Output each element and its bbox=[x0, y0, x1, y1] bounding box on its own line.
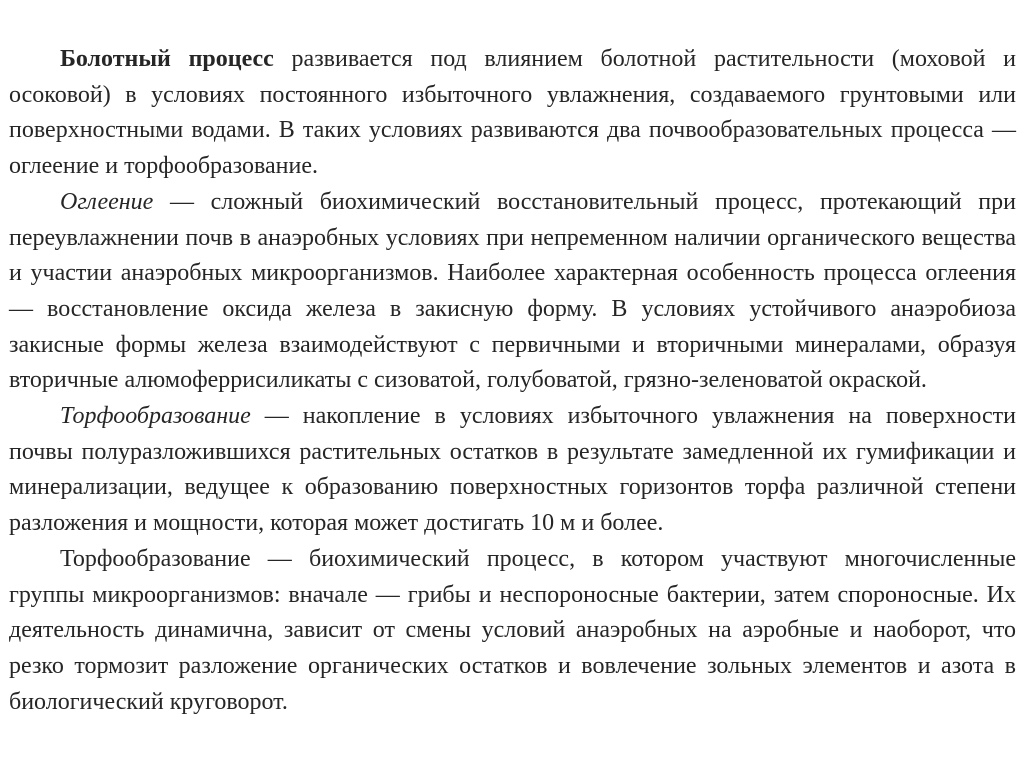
term-bog-process: Болотный процесс bbox=[60, 46, 274, 72]
paragraph-text: — сложный биохимический восстановительный процесс, протекающий при переувлажнении почв в анаэробных условиях при непременном наличии органического вещества и участии анаэробных микроорганизмов. Наиболее характерная особенность процесса оглеения — восстановление оксида железа в закисную форму. В условиях устойчивого анаэробиоза закисные формы железа взаимодействуют с первичными и вторичными минералами, образуя вторичные алюмоферрисиликаты с сизоватой, голубоватой, грязно-зеленоватой окраской. bbox=[9, 188, 1016, 394]
document-body bbox=[9, 42, 1016, 720]
paragraph-peat-microorganisms bbox=[9, 542, 1016, 721]
term-peat-formation: Торфообразование bbox=[60, 403, 251, 430]
term-gleying: Оглеение bbox=[60, 188, 154, 215]
paragraph-peat-formation bbox=[9, 399, 1016, 542]
paragraph-text: — накопление в условиях избыточного увлажнения на поверхности почвы полуразложившихся растительных остатков в результате замедленной их гумификации и минерализации, ведущее к образованию поверхностных горизонтов торфа различной степени разложения и мощности, которая может достигать 10 м и более. bbox=[9, 403, 1016, 537]
paragraph-text: Торфообразование — биохимический процесс, в котором участвуют многочисленные группы микроорганизмов: вначале — грибы и неспороносные бактерии, затем спороносные. Их деятельность динамична, зависит от смены условий анаэробных на аэробные и наоборот, что резко тормозит разложение органических остатков и вовлечение зольных элементов и азота в биологический круговорот. bbox=[9, 545, 1016, 715]
paragraph-text: развивается под влиянием болотной растительности (моховой и осоковой) в условиях постоянного избыточного увлажнения, создаваемого грунтовыми или поверхностными водами. В таких условиях развиваются два почвообразовательных процесса — оглеение и торфообразование. bbox=[9, 46, 1016, 180]
paragraph-bog-process bbox=[9, 42, 1016, 185]
paragraph-gleying bbox=[9, 185, 1016, 399]
